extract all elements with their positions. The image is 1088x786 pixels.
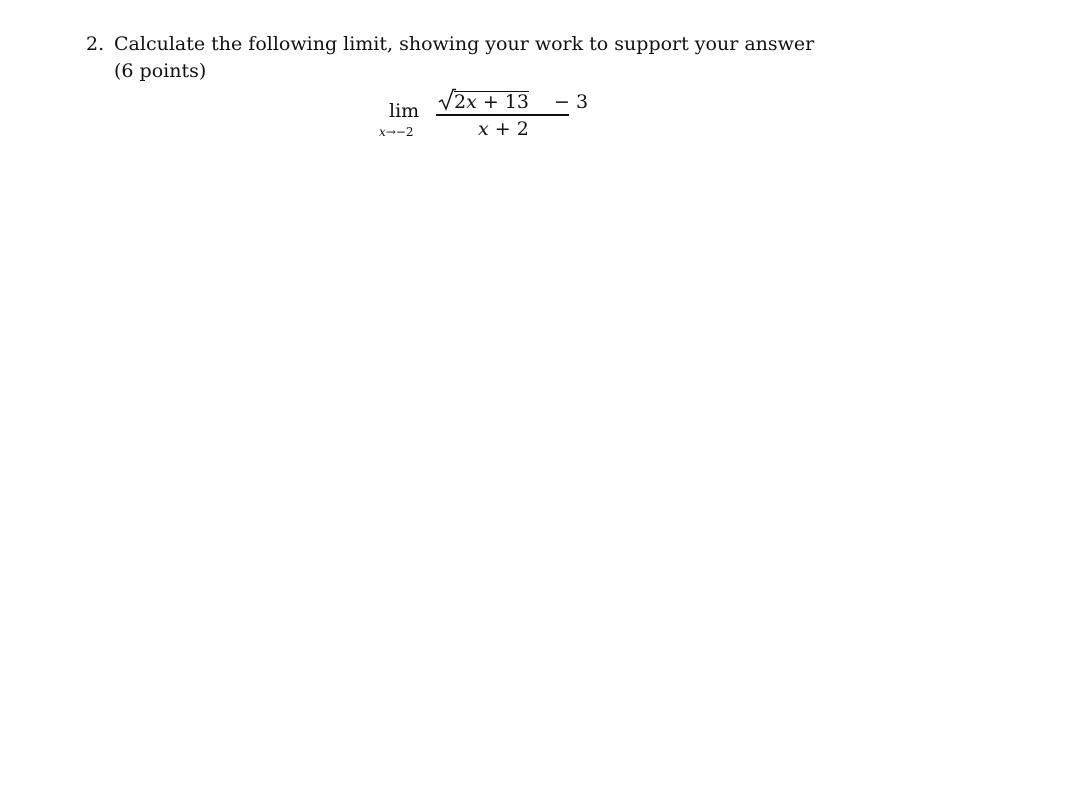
problem-statement: Calculate the following limit, showing your work to support your answer — [114, 33, 815, 55]
lim-arrow: → — [385, 125, 396, 139]
lim-variable: x — [379, 125, 386, 139]
fraction-bar — [436, 114, 569, 116]
denominator-rest: + 2 — [488, 118, 529, 140]
problem-points: (6 points) — [114, 60, 207, 82]
lim-operator: lim — [389, 100, 420, 122]
radicand-coefficient: 2 — [454, 91, 467, 113]
numerator-tail: − 3 — [554, 91, 589, 113]
radicand — [454, 91, 529, 113]
fraction-denominator — [478, 120, 529, 139]
problem-number: 2. — [86, 33, 105, 55]
radicand-rest: + 13 — [476, 91, 529, 113]
radicand-variable: x — [466, 91, 477, 113]
problem-text-line — [86, 35, 814, 54]
limit-expression — [376, 86, 589, 146]
lim-target: −2 — [395, 125, 414, 139]
lim-subscript — [379, 126, 414, 138]
denominator-variable: x — [478, 118, 489, 140]
